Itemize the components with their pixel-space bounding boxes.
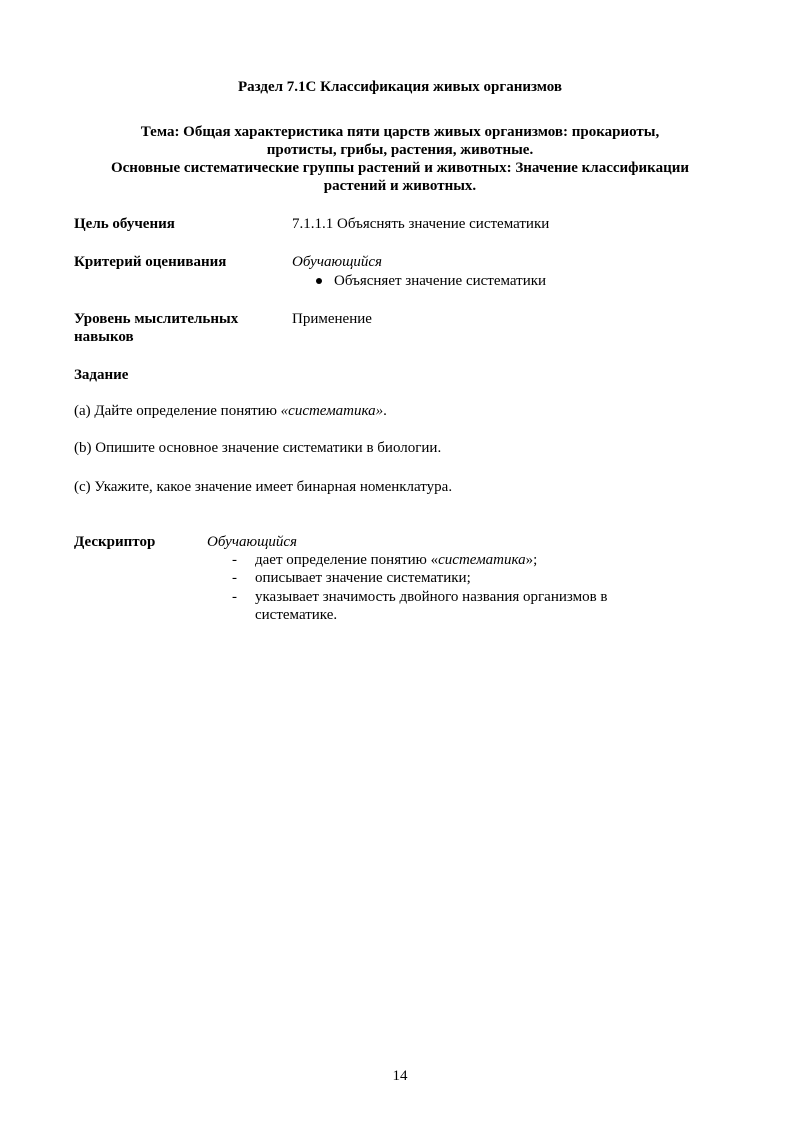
descriptor-dash-3: - [232,589,237,605]
descriptor-item-1 [255,551,537,569]
task-item-a-prefix: (a) Дайте определение понятию [74,403,281,419]
descriptor-item-3-line-2: систематике. [255,607,338,623]
bullet-icon [316,278,322,284]
descriptor-item-3-line-1: указывает значимость двойного названия организмов в [255,589,608,605]
thinking-level-label-line-1: Уровень мыслительных [74,311,239,327]
section-title: Раздел 7.1С Классификация живых организмов [237,79,563,95]
assessment-criterion-bullet-text: Объясняет значение систематики [334,273,547,289]
descriptor-label: Дескриптор [74,534,156,550]
topic-line-2: протисты, грибы, растения, животные. [266,142,534,158]
descriptor-dash-2: - [232,570,237,586]
descriptor-dash-1: - [232,552,237,568]
topic-line-4: растений и животных. [323,178,477,194]
task-heading: Задание [74,367,129,383]
thinking-level-value: Применение [292,311,372,327]
assessment-criterion-label: Критерий оценивания [74,254,227,270]
task-item-c: (c) Укажите, какое значение имеет бинарная номенклатура. [74,479,453,495]
topic-block [0,123,800,195]
learning-goal-label: Цель обучения [74,216,175,232]
thinking-level-label [74,310,238,346]
thinking-level-label-line-2: навыков [74,329,134,345]
topic-line-3: Основные систематические группы растений и животных: Значение классификации [110,160,690,176]
topic-line-1: Тема: Общая характеристика пяти царств живых организмов: прокариоты, [140,124,660,140]
descriptor-item-1-term: систематика [438,552,526,568]
descriptor-item-1-suffix: »; [525,552,538,568]
learning-goal-value: 7.1.1.1 Объяснять значение систематики [292,216,550,232]
page-number: 14 [392,1068,408,1084]
descriptor-item-2: описывает значение систематики; [255,570,471,586]
descriptor-item-1-prefix: дает определение понятию « [255,552,439,568]
assessment-criterion-subject: Обучающийся [292,254,383,270]
task-item-b: (b) Опишите основное значение систематики в биологии. [74,440,442,456]
descriptor-item-3 [255,588,608,624]
task-item-a [74,402,387,420]
descriptor-subject: Обучающийся [207,534,298,550]
assessment-criterion-bullet [316,272,546,290]
task-item-a-term: «систематика» [280,403,384,419]
task-item-a-suffix: . [383,403,387,419]
